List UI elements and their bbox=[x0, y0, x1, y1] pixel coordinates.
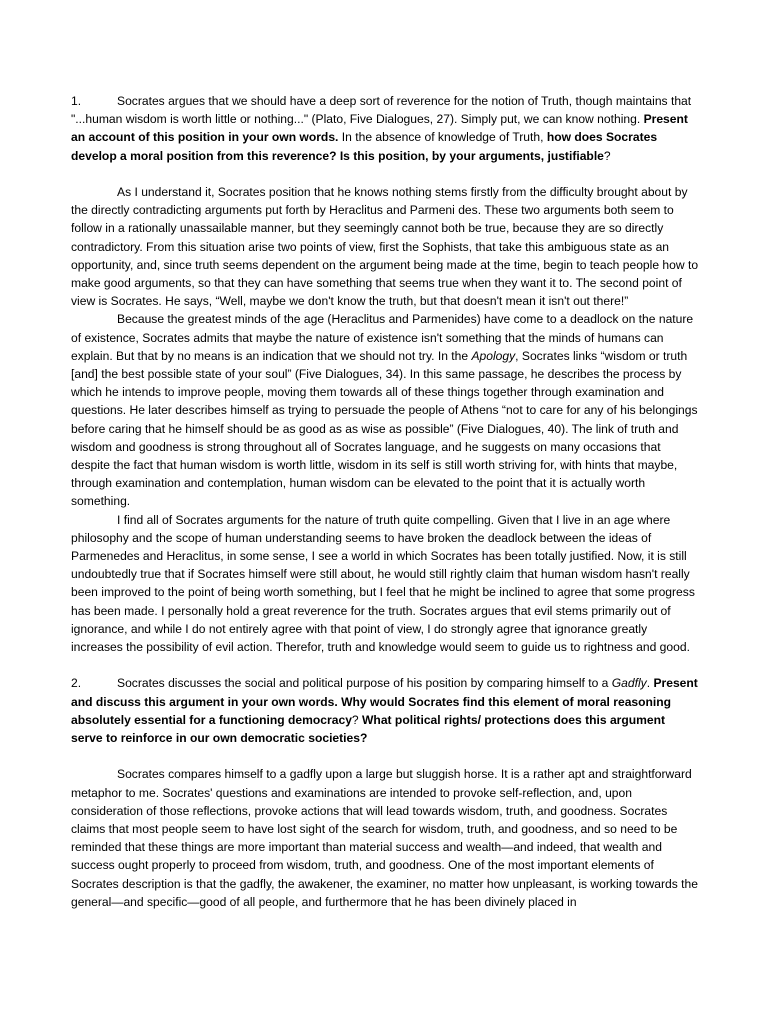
question-2-bold-a: Present and discuss this argument in your own words. Why would Socrates find this element of moral reasoning absolutely essential for a functioning democracy bbox=[71, 676, 698, 727]
question-2 bbox=[71, 674, 699, 747]
document-body bbox=[71, 92, 699, 911]
question-1-text-b: In the absence of knowledge of Truth, bbox=[338, 130, 547, 145]
answer-2-paragraph-1: Socrates compares himself to a gadfly upon a large but sluggish horse. It is a rather apt and straightforward metaphor to me. Socrates' questions and examinations are intended to provoke self-reflection, and, upon consideration of those reflections, provoke actions that will lead towards wisdom, truth, and goodness. Socrates claims that most people seem to have lost sight of the search for wisdom, truth, and goodness, and so need to be reminded that these things are more important than material success and wealth—and indeed, that wealth and success ought properly to proceed from wisdom, truth, and goodness. One of the most important elements of Socrates description is that the gadfly, the awakener, the examiner, no matter how unpleasant, is working towards the general—and specific—good of all people, and furthermore that he has been divinely placed in bbox=[71, 767, 698, 909]
section-spacer bbox=[71, 656, 699, 674]
answer-1-paragraph-2 bbox=[71, 310, 699, 510]
question-2-text-a: Socrates discusses the social and political purpose of his position by comparing himself to a bbox=[117, 676, 612, 691]
question-2-number: 2. bbox=[71, 676, 82, 691]
question-1-text-c: ? bbox=[603, 148, 611, 163]
question-2-text-c: ? bbox=[351, 712, 363, 727]
answer-1-p2-text-b: , Socrates links “wisdom or truth [and] the best possible state of your soul” (Five Dialogues, 34). In this same passage, he describes the process by which he intends to improve people, moving them towards all of these things together through examination and questions. He later describes himself as trying to persuade the people of Athens “not to care for any of his belongings before caring that he himself should be as good as as wise as possible” (Five Dialogues, 40). The link of truth and wisdom and goodness is strong throughout all of Socrates language, and he suggests on many occasions that despite the fact that human wisdom is worth little, wisdom in its self is still worth striving for, with hints that maybe, through examination and contemplation, human wisdom can be elevated to the point that it is actually worth something. bbox=[71, 348, 698, 509]
question-1-bold-b: how does Socrates develop a moral position from this reverence? Is this position, by your arguments, justifiable bbox=[71, 130, 658, 163]
answer-1-paragraph-3: I find all of Socrates arguments for the nature of truth quite compelling. Given that I live in an age where philosophy and the scope of human understanding seems to have broken the deadlock between the ideas of Parmenedes and Heraclitus, in some sense, I see a world in which Socrates has been totally justified. Now, it is still undoubtedly true that if Socrates himself were still about, he would still rightly claim that human wisdom hasn't really been improved to the point of being worth something, but I feel that he might be inclined to agree that some progress has been made. I personally hold a great reverence for the truth. Socrates argues that evil stems primarily out of ignorance, and while I do not entirely agree with that point of view, I do strongly agree that ignorance greatly increases the possibility of evil action. Therefor, truth and knowledge would seem to guide us to rightness and good. bbox=[71, 512, 695, 655]
answer-1-p2-italic: Apology bbox=[471, 348, 516, 363]
question-2-text-b: . bbox=[646, 676, 654, 691]
question-2-bold-b: What political rights/ protections does this argument serve to reinforce in our own democratic societies? bbox=[71, 712, 666, 746]
answer-1-p2-text-a: Because the greatest minds of the age (Heraclitus and Parmenides) have come to a deadlock on the nature of existence, Socrates admits that maybe the nature of existence isn't something that the minds of humans can explain. But that by no means is an indication that we should not try. In the bbox=[71, 312, 694, 363]
answer-1-paragraph-1: As I understand it, Socrates position that he knows nothing stems firstly from the difficulty brought about by the directly contradicting arguments put forth by Heraclitus and Parmeni des. These two arguments both seem to follow in a rationally unassailable manner, but they seemingly cannot both be true, because they are so directly contradictory. From this situation arise two points of view, first the Sophists, that take this ambiguous state as an opportunity, and, since truth seems dependent on the argument being made at the time, begin to teach people how to make good arguments, so that they can have something that seems true when they want it to. The second point of view is Socrates. He says, “Well, maybe we don't know the truth, but that doesn't mean it isn't out there!” bbox=[71, 185, 699, 309]
question-1-text-a: Socrates argues that we should have a deep sort of reverence for the notion of Truth, though maintains that "...human wisdom is worth little or nothing..." (Plato, Five Dialogues, 27). Simply put, we can know nothing. bbox=[71, 94, 692, 127]
question-1-number: 1. bbox=[71, 94, 82, 108]
question-1-bold-a: Present an account of this position in your own words. bbox=[71, 112, 688, 145]
question-2-italic: Gadfly bbox=[611, 676, 647, 691]
question-1 bbox=[71, 92, 699, 165]
